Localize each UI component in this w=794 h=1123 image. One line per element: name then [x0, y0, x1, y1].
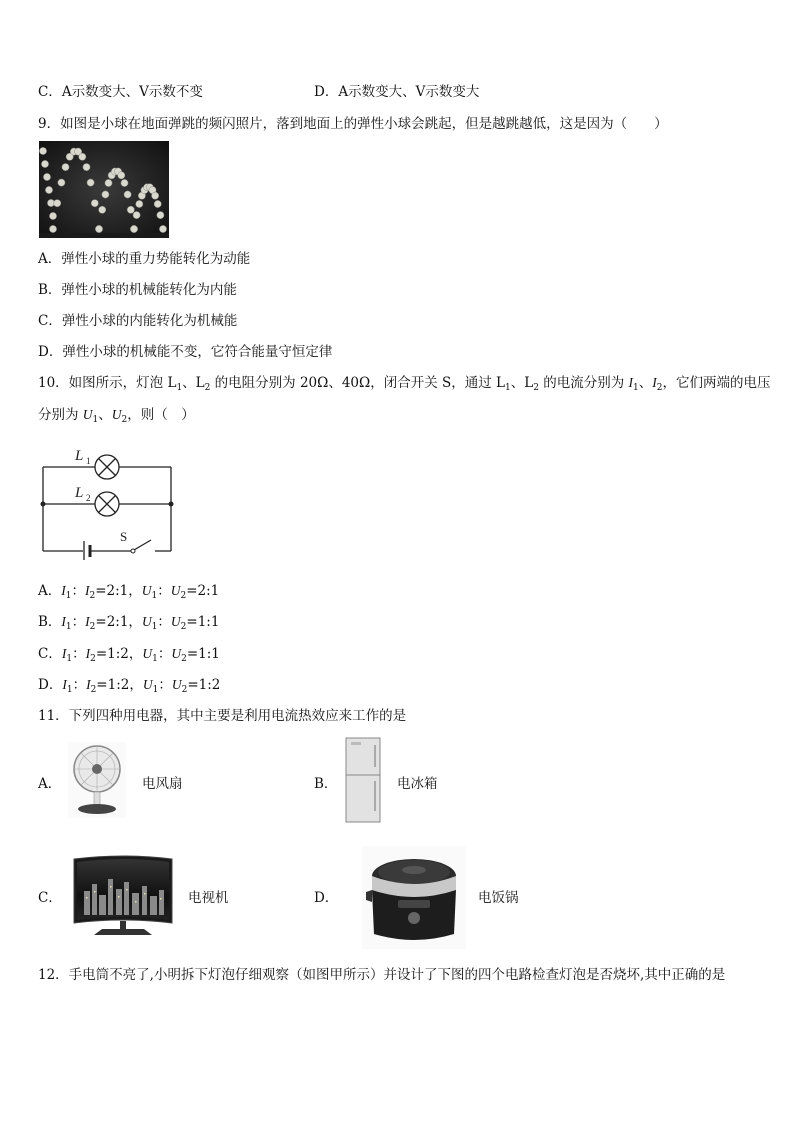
electric-fan-icon: [68, 742, 126, 818]
rice-cooker-icon: [362, 846, 466, 949]
q9-option-b: B．弹性小球的机械能转化为内能: [38, 282, 237, 298]
q11-stem: 11．下列四种用电器，其中主要是利用电流热效应来工作的是: [38, 708, 407, 724]
bouncing-ball-photo: [39, 141, 169, 238]
q10-option-a: A．$I_1$：$I_2=2:1$，$U_1$：$U_2=2:1$: [38, 583, 220, 601]
q12-stem: 12．手电筒不亮了,小明拆下灯泡仔细观察（如图甲所示）并设计了下图的四个电路检查灯泡是否烧坏,其中正确的是: [38, 967, 726, 983]
q10-option-d: D．$I_1$：$I_2=1:2$，$U_1$：$U_2=1:2$: [38, 677, 221, 695]
q10-option-b: B．$I_1$：$I_2=2:1$，$U_1$：$U_2=1:1$: [38, 614, 220, 632]
q11-option-b-letter: B．: [314, 776, 338, 792]
refrigerator-icon: [345, 737, 381, 824]
q8-option-d: D．A示数变大、V示数变大: [314, 84, 480, 100]
q11-option-a-letter: A．: [38, 776, 62, 792]
q9-stem: 9．如图是小球在地面弹跳的频闪照片，落到地面上的弹性小球会跳起，但是越跳越低，这是因为（ ）: [38, 116, 668, 132]
label-l1: L: [75, 448, 84, 464]
q10-stem-line1: 10．如图所示，灯泡 $L_1$、$L_2$ 的电阻分别为 20Ω、40Ω，闭合开关 S，通过 $L_1$、$L_2$ 的电流分别为 $I_1$、$I_2$，它们两端的电压: [38, 375, 771, 393]
q10-stem-line2: 分别为 $U_1$、$U_2$，则（ ）: [38, 407, 195, 425]
television-icon: [72, 851, 174, 937]
q11-option-d-letter: D．: [314, 890, 339, 906]
q8-option-c: C．A示数变大、V示数不变: [38, 84, 203, 100]
svg-text:2: 2: [86, 493, 91, 503]
q11-option-c-letter: C．: [38, 890, 62, 906]
lamp-l2-icon: [95, 492, 119, 516]
q11-option-b-name: 电冰箱: [397, 776, 438, 792]
svg-text:1: 1: [86, 456, 91, 466]
label-l2: L: [75, 485, 84, 501]
label-switch-s: S: [120, 529, 128, 544]
lamp-l1-icon: [95, 455, 119, 479]
parallel-circuit-diagram: [35, 440, 180, 560]
q9-option-a: A．弹性小球的重力势能转化为动能: [38, 251, 251, 267]
q10-option-c: C．$I_1$：$I_2=1:2$，$U_1$：$U_2=1:1$: [38, 646, 220, 664]
q11-option-d-name: 电饭锅: [478, 890, 519, 906]
q11-option-c-name: 电视机: [188, 890, 229, 906]
q9-option-d: D．弹性小球的机械能不变，它符合能量守恒定律: [38, 344, 333, 360]
q11-option-a-name: 电风扇: [142, 776, 183, 792]
q9-option-c: C．弹性小球的内能转化为机械能: [38, 313, 238, 329]
